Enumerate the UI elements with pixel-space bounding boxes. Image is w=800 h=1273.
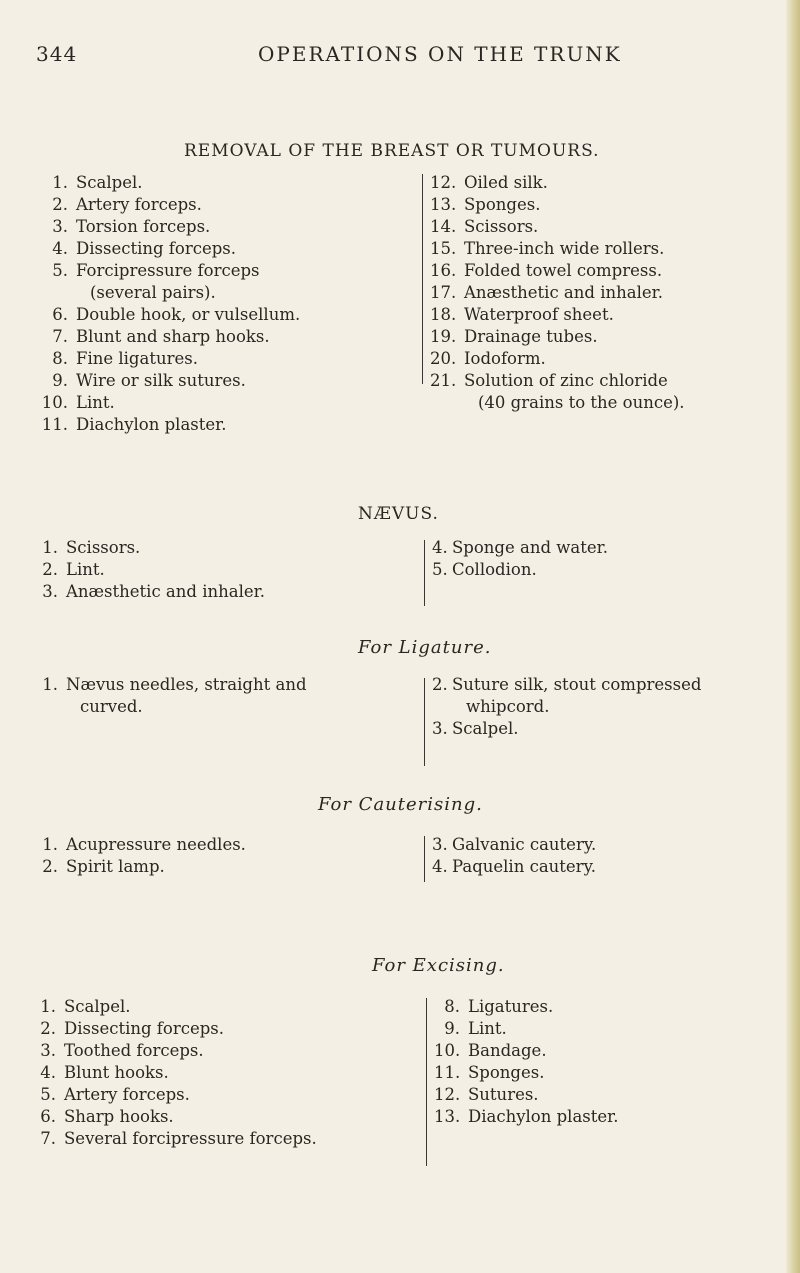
list-item (434, 1062, 618, 1084)
list-item (40, 172, 300, 194)
item-number: 6. (52, 305, 68, 324)
item-number: 15. (430, 239, 457, 258)
item-number: 21. (430, 371, 457, 390)
item-text: Blunt hooks. (64, 1063, 169, 1082)
item-number: 8. (444, 997, 460, 1016)
item-number: 2. (42, 857, 58, 876)
column-divider (426, 998, 427, 1166)
item-number: 12. (430, 173, 457, 192)
list-excising-left (40, 996, 317, 1150)
item-number: 16. (430, 261, 457, 280)
list-item (40, 1106, 317, 1128)
item-number: 4. (432, 857, 448, 876)
item-number: 3. (432, 719, 448, 738)
item-text: Artery forceps. (64, 1085, 190, 1104)
item-text: Iodoform. (464, 349, 546, 368)
item-number: 4. (432, 538, 448, 557)
list-item (42, 581, 265, 603)
list-item (40, 194, 300, 216)
section-title-naevus: NÆVUS. (358, 504, 439, 524)
list-item (42, 537, 265, 559)
item-number: 13. (434, 1107, 461, 1126)
item-text: Artery forceps. (76, 195, 202, 214)
list-excising-right (434, 996, 618, 1128)
list-cauterising-right (432, 834, 596, 878)
item-text: Anæsthetic and inhaler. (464, 283, 663, 302)
item-text: Suture silk, stout compressed (452, 675, 702, 694)
list-item (42, 834, 246, 856)
list-item (40, 326, 300, 348)
list-item (430, 348, 685, 370)
item-text: Scalpel. (76, 173, 143, 192)
item-number: 11. (434, 1063, 461, 1082)
list-item (40, 370, 300, 392)
list-item (40, 216, 300, 238)
list-item (42, 674, 307, 718)
item-continuation: curved. (80, 697, 143, 716)
item-text: Drainage tubes. (464, 327, 598, 346)
list-ligature-left (42, 674, 307, 718)
item-number: 19. (430, 327, 457, 346)
item-text: Lint. (66, 560, 105, 579)
item-text: Waterproof sheet. (464, 305, 614, 324)
item-number: 5. (432, 560, 448, 579)
item-continuation: (several pairs). (90, 283, 216, 302)
list-item (42, 856, 246, 878)
item-text: Sponges. (464, 195, 541, 214)
list-item (430, 194, 685, 216)
item-text: Spirit lamp. (66, 857, 165, 876)
item-text: Blunt and sharp hooks. (76, 327, 270, 346)
item-number: 17. (430, 283, 457, 302)
item-text: Double hook, or vulsellum. (76, 305, 301, 324)
item-text: Lint. (76, 393, 115, 412)
item-number: 9. (444, 1019, 460, 1038)
list-item (40, 1062, 317, 1084)
item-number: 1. (42, 675, 58, 694)
item-number: 7. (52, 327, 68, 346)
item-text: Scalpel. (452, 719, 519, 738)
list-item (430, 326, 685, 348)
item-number: 3. (42, 582, 58, 601)
item-number: 7. (40, 1129, 56, 1148)
running-head: OPERATIONS ON THE TRUNK (258, 42, 622, 66)
item-text: Three-inch wide rollers. (464, 239, 665, 258)
item-text: Dissecting forceps. (76, 239, 236, 258)
list-item (432, 559, 608, 581)
item-text: Scissors. (464, 217, 539, 236)
item-number: 3. (432, 835, 448, 854)
list-breast-left (40, 172, 300, 436)
list-naevus-left (42, 537, 265, 603)
column-divider (424, 540, 425, 606)
list-item (434, 1106, 618, 1128)
item-number: 1. (52, 173, 68, 192)
item-text: Scalpel. (64, 997, 131, 1016)
item-text: Folded towel compress. (464, 261, 663, 280)
section-title-ligature: For Ligature. (358, 637, 492, 658)
list-item (40, 414, 300, 436)
column-divider (424, 836, 425, 882)
item-text: Nævus needles, straight and (66, 675, 307, 694)
item-number: 3. (52, 217, 68, 236)
item-text: Wire or silk sutures. (76, 371, 246, 390)
list-item (430, 216, 685, 238)
item-number: 11. (41, 415, 68, 434)
list-breast-right (430, 172, 685, 414)
item-text: Forcipressure forceps (76, 261, 260, 280)
item-number: 2. (432, 675, 448, 694)
list-item (432, 834, 596, 856)
list-item (432, 718, 701, 740)
list-item (430, 238, 685, 260)
item-number: 1. (42, 538, 58, 557)
item-text: Sponge and water. (452, 538, 608, 557)
item-text: Fine ligatures. (76, 349, 198, 368)
item-number: 10. (41, 393, 68, 412)
item-number: 6. (40, 1107, 56, 1126)
item-text: Torsion forceps. (76, 217, 211, 236)
list-item (40, 238, 300, 260)
item-text: Several forcipressure forceps. (64, 1129, 317, 1148)
item-text: Oiled silk. (464, 173, 548, 192)
item-text: Diachylon plaster. (468, 1107, 619, 1126)
column-divider (424, 678, 425, 766)
section-title-cauterising: For Cauterising. (318, 794, 483, 815)
list-item (430, 370, 685, 414)
item-text: Dissecting forceps. (64, 1019, 224, 1038)
list-item (432, 537, 608, 559)
section-title-excising: For Excising. (372, 955, 505, 976)
list-item (40, 304, 300, 326)
item-number: 2. (42, 560, 58, 579)
list-item (430, 172, 685, 194)
item-text: Scissors. (66, 538, 141, 557)
list-naevus-right (432, 537, 608, 581)
item-number: 8. (52, 349, 68, 368)
item-continuation: (40 grains to the ounce). (478, 393, 685, 412)
item-number: 9. (52, 371, 68, 390)
list-ligature-right (432, 674, 701, 740)
item-text: Solution of zinc chloride (464, 371, 668, 390)
item-number: 5. (52, 261, 68, 280)
item-text: Paquelin cautery. (452, 857, 596, 876)
item-text: Toothed forceps. (64, 1041, 204, 1060)
list-item (40, 1084, 317, 1106)
item-number: 12. (434, 1085, 461, 1104)
list-item (40, 392, 300, 414)
section-title-breast: REMOVAL OF THE BREAST OR TUMOURS. (184, 141, 600, 161)
list-item (430, 282, 685, 304)
item-text: Sutures. (468, 1085, 539, 1104)
list-item (434, 1018, 618, 1040)
list-item (434, 1084, 618, 1106)
item-text: Acupressure needles. (66, 835, 246, 854)
list-item (40, 1128, 317, 1150)
item-number: 1. (40, 997, 56, 1016)
list-item (40, 996, 317, 1018)
item-number: 4. (40, 1063, 56, 1082)
item-continuation: whipcord. (466, 697, 550, 716)
list-item (430, 260, 685, 282)
page-edge (786, 0, 800, 1273)
list-item (432, 674, 701, 718)
column-divider (422, 174, 423, 384)
item-number: 2. (40, 1019, 56, 1038)
list-item (434, 1040, 618, 1062)
list-cauterising-left (42, 834, 246, 878)
list-item (434, 996, 618, 1018)
item-number: 3. (40, 1041, 56, 1060)
list-item (430, 304, 685, 326)
item-number: 1. (42, 835, 58, 854)
page-number: 344 (36, 42, 78, 66)
item-number: 13. (430, 195, 457, 214)
item-number: 2. (52, 195, 68, 214)
item-number: 10. (434, 1041, 461, 1060)
list-item (40, 1018, 317, 1040)
list-item (42, 559, 265, 581)
item-text: Collodion. (452, 560, 537, 579)
list-item (432, 856, 596, 878)
item-text: Lint. (468, 1019, 507, 1038)
item-text: Ligatures. (468, 997, 554, 1016)
item-number: 14. (430, 217, 457, 236)
list-item (40, 260, 300, 304)
item-number: 18. (430, 305, 457, 324)
list-item (40, 1040, 317, 1062)
item-text: Diachylon plaster. (76, 415, 227, 434)
item-text: Sharp hooks. (64, 1107, 174, 1126)
item-text: Galvanic cautery. (452, 835, 597, 854)
list-item (40, 348, 300, 370)
item-number: 4. (52, 239, 68, 258)
item-text: Sponges. (468, 1063, 545, 1082)
item-number: 5. (40, 1085, 56, 1104)
item-text: Anæsthetic and inhaler. (66, 582, 265, 601)
item-number: 20. (430, 349, 457, 368)
item-text: Bandage. (468, 1041, 547, 1060)
